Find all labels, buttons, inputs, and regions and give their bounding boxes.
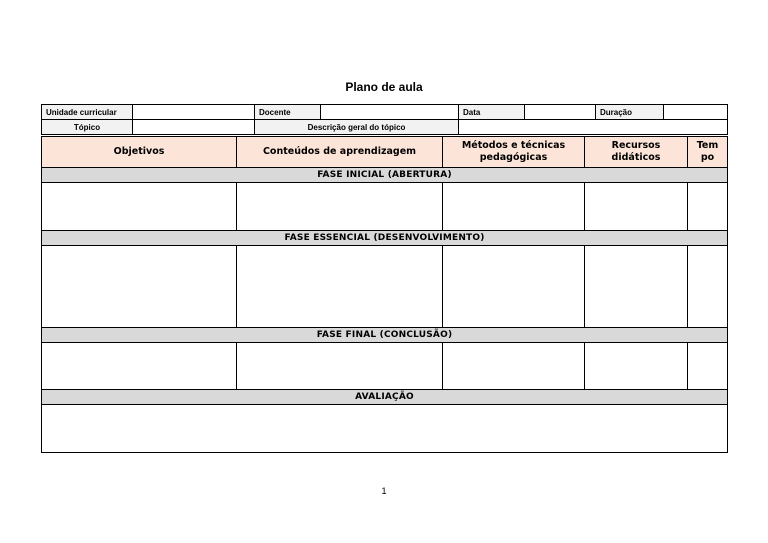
topico-label: Tópico <box>42 120 133 135</box>
phase-content-inicial <box>42 183 728 231</box>
tempo-cell[interactable] <box>688 343 728 390</box>
conteudos-cell[interactable] <box>237 246 443 328</box>
lesson-info-row-2 <box>42 120 728 135</box>
evaluation-content <box>42 405 728 453</box>
conteudos-cell[interactable] <box>237 343 443 390</box>
recursos-header: Recursos didáticos <box>585 137 688 168</box>
objetivos-cell[interactable] <box>42 183 237 231</box>
metodos-cell[interactable] <box>443 246 585 328</box>
duracao-label: Duração <box>596 105 664 120</box>
column-header-row <box>42 137 728 168</box>
data-field[interactable] <box>525 105 596 120</box>
phase-title-essencial: FASE ESSENCIAL (DESENVOLVIMENTO) <box>42 231 728 246</box>
evaluation-cell[interactable] <box>42 405 728 453</box>
phase-content-essencial <box>42 246 728 328</box>
unidade-curricular-label: Unidade curricular <box>42 105 133 120</box>
lesson-info-table <box>41 104 728 135</box>
docente-label: Docente <box>255 105 321 120</box>
tempo-cell[interactable] <box>688 183 728 231</box>
objetivos-cell[interactable] <box>42 343 237 390</box>
conteudos-cell[interactable] <box>237 183 443 231</box>
duracao-field[interactable] <box>664 105 728 120</box>
metodos-cell[interactable] <box>443 183 585 231</box>
evaluation-title: AVALIAÇÃO <box>42 390 728 405</box>
descricao-label: Descrição geral do tópico <box>255 120 459 135</box>
phase-row-essencial <box>42 231 728 246</box>
topico-field[interactable] <box>133 120 255 135</box>
phase-title-final: FASE FINAL (CONCLUSÃO) <box>42 328 728 343</box>
lesson-info-row-1 <box>42 105 728 120</box>
recursos-cell[interactable] <box>585 246 688 328</box>
recursos-cell[interactable] <box>585 343 688 390</box>
data-label: Data <box>459 105 525 120</box>
lesson-plan-table <box>41 136 728 453</box>
metodos-header: Métodos e técnicas pedagógicas <box>443 137 585 168</box>
descricao-field[interactable] <box>459 120 728 135</box>
docente-field[interactable] <box>321 105 459 120</box>
conteudos-header: Conteúdos de aprendizagem <box>237 137 443 168</box>
objetivos-cell[interactable] <box>42 246 237 328</box>
phase-title-inicial: FASE INICIAL (ABERTURA) <box>42 168 728 183</box>
recursos-cell[interactable] <box>585 183 688 231</box>
tempo-cell[interactable] <box>688 246 728 328</box>
page-number: 1 <box>381 486 387 496</box>
phase-content-final <box>42 343 728 390</box>
unidade-curricular-field[interactable] <box>133 105 255 120</box>
metodos-cell[interactable] <box>443 343 585 390</box>
phase-row-inicial <box>42 168 728 183</box>
page-title: Plano de aula <box>345 80 423 94</box>
evaluation-row <box>42 390 728 405</box>
objetivos-header: Objetivos <box>42 137 237 168</box>
tempo-header: Tem po <box>688 137 728 168</box>
phase-row-final <box>42 328 728 343</box>
